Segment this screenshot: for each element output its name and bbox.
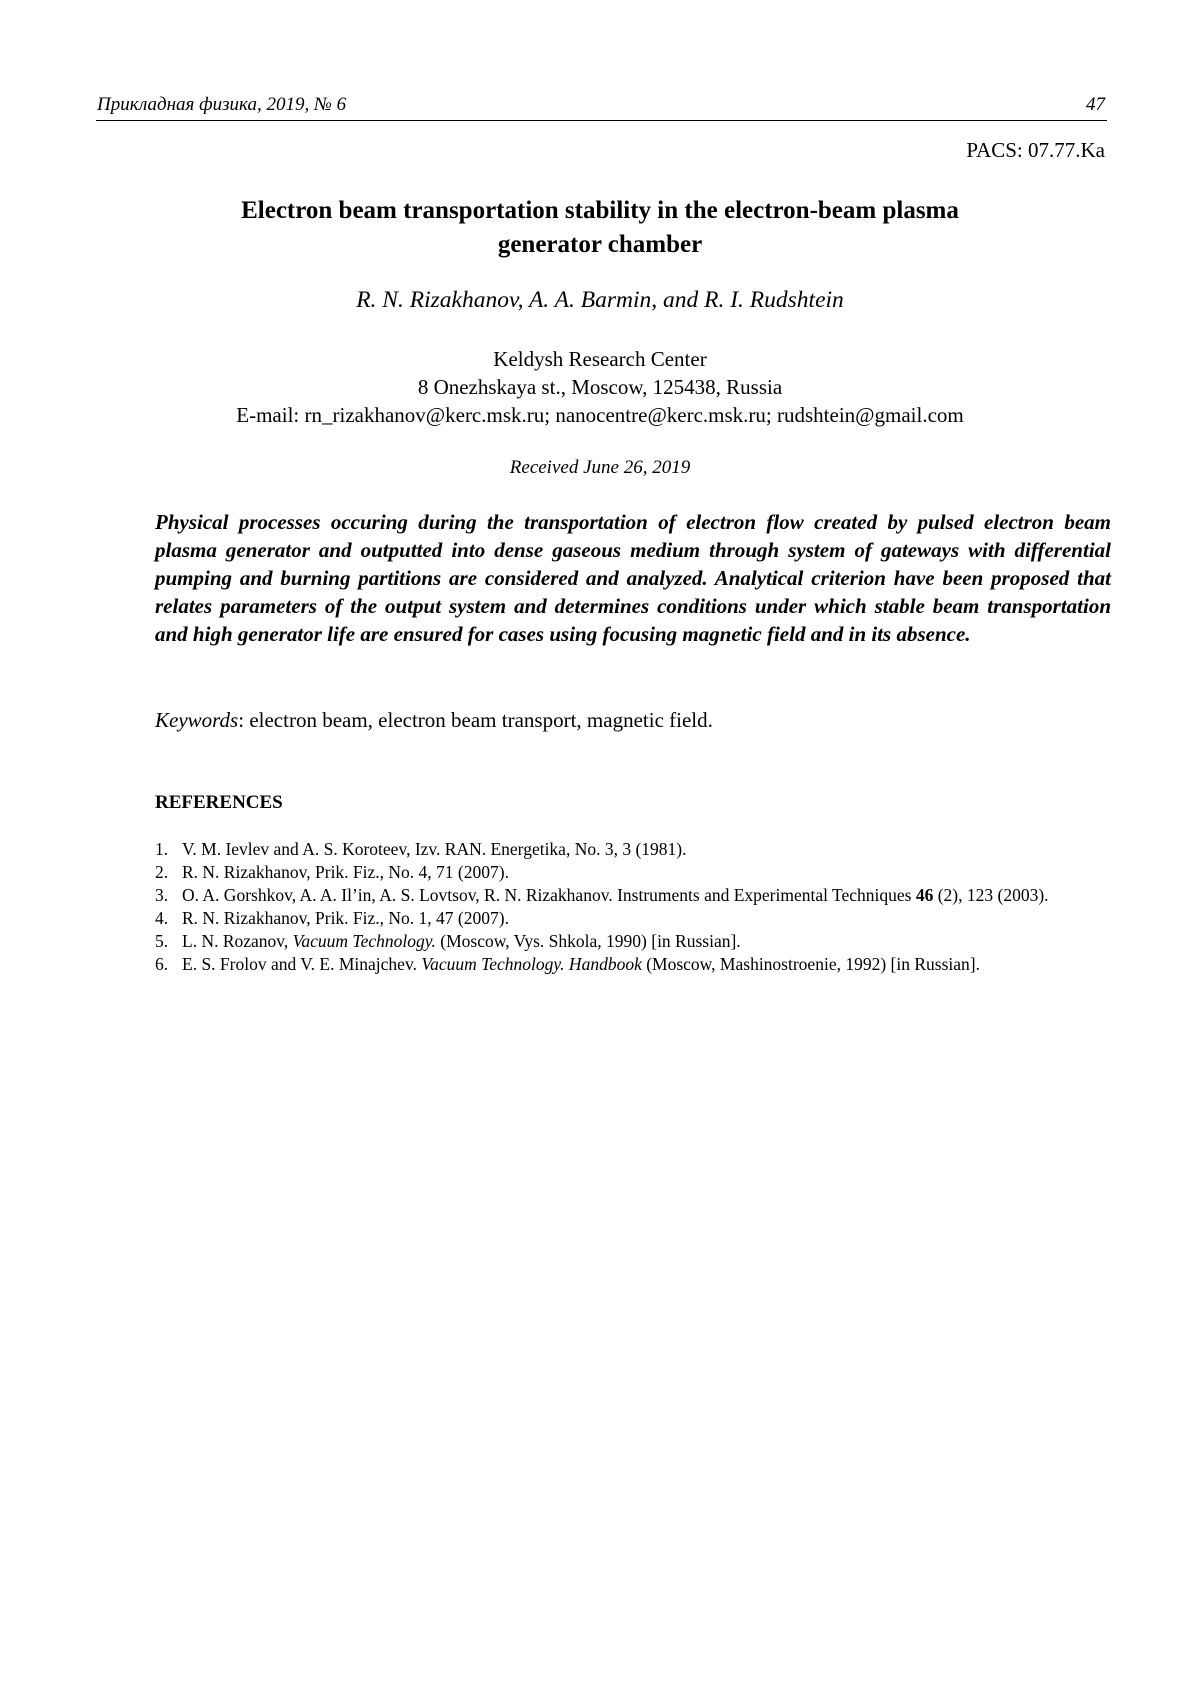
reference-text: O. A. Gorshkov, A. A. Il’in, A. S. Lovtsov, R. N. Rizakhanov. Instruments and Experimental Techniques bbox=[182, 885, 916, 905]
keywords bbox=[155, 708, 713, 733]
reference-text-tail: (2), 123 (2003). bbox=[933, 885, 1048, 905]
abstract: Physical processes occuring during the transportation of electron flow created by pulsed electron beam plasma generator and outputted into dense gaseous medium through system of gateways with differential pumping and burning partitions are considered and analyzed. Analytical criterion have been proposed that relates parameters of the output system and determines conditions under which stable beam transportation and high generator life are ensured for cases using focusing magnetic field and in its absence. bbox=[155, 508, 1111, 648]
reference-number: 4. bbox=[155, 907, 182, 930]
reference-text-tail: (Moscow, Vys. Shkola, 1990) [in Russian]. bbox=[436, 931, 741, 951]
affiliation-org: Keldysh Research Center bbox=[0, 345, 1200, 373]
page-number: 47 bbox=[1086, 94, 1105, 116]
reference-text: R. N. Rizakhanov, Prik. Fiz., No. 4, 71 (2007). bbox=[182, 862, 509, 882]
affiliation bbox=[0, 345, 1200, 429]
article-title bbox=[150, 194, 1050, 262]
reference-text: R. N. Rizakhanov, Prik. Fiz., No. 1, 47 (2007). bbox=[182, 908, 509, 928]
reference-number: 6. bbox=[155, 953, 182, 976]
authors: R. N. Rizakhanov, A. A. Barmin, and R. I. Rudshtein bbox=[0, 287, 1200, 314]
running-header bbox=[96, 90, 1107, 121]
reference-text: E. S. Frolov and V. E. Minajchev. bbox=[182, 954, 421, 974]
keywords-label: Keywords bbox=[155, 708, 238, 732]
reference-item bbox=[155, 884, 1111, 907]
reference-text-tail: (Moscow, Mashinostroenie, 1992) [in Russian]. bbox=[642, 954, 980, 974]
reference-item bbox=[155, 861, 1111, 884]
reference-item bbox=[155, 907, 1111, 930]
reference-text: V. M. Ievlev and A. S. Koroteev, Izv. RAN. Energetika, No. 3, 3 (1981). bbox=[182, 839, 687, 859]
reference-item bbox=[155, 838, 1111, 861]
reference-number: 3. bbox=[155, 884, 182, 907]
reference-text: L. N. Rozanov, bbox=[182, 931, 293, 951]
pacs-code: PACS: 07.77.Ka bbox=[966, 138, 1105, 163]
affiliation-address: 8 Onezhskaya st., Moscow, 125438, Russia bbox=[0, 373, 1200, 401]
reference-item bbox=[155, 953, 1111, 976]
affiliation-email: E-mail: rn_rizakhanov@kerc.msk.ru; nanocentre@kerc.msk.ru; rudshtein@gmail.com bbox=[0, 401, 1200, 429]
reference-volume: 46 bbox=[916, 885, 934, 905]
reference-book-title: Vacuum Technology. Handbook bbox=[421, 954, 642, 974]
title-line-2: generator chamber bbox=[150, 228, 1050, 262]
keywords-text: : electron beam, electron beam transport, magnetic field. bbox=[238, 708, 713, 732]
reference-book-title: Vacuum Technology. bbox=[293, 931, 436, 951]
title-line-1: Electron beam transportation stability in the electron-beam plasma bbox=[150, 194, 1050, 228]
reference-number: 5. bbox=[155, 930, 182, 953]
journal-name: Прикладная физика, 2019, № 6 bbox=[97, 94, 346, 116]
reference-number: 1. bbox=[155, 838, 182, 861]
reference-number: 2. bbox=[155, 861, 182, 884]
reference-item bbox=[155, 930, 1111, 953]
reference-list bbox=[155, 838, 1111, 976]
received-date: Received June 26, 2019 bbox=[0, 457, 1200, 479]
journal-page bbox=[0, 0, 1200, 1698]
references-heading: REFERENCES bbox=[155, 792, 283, 814]
